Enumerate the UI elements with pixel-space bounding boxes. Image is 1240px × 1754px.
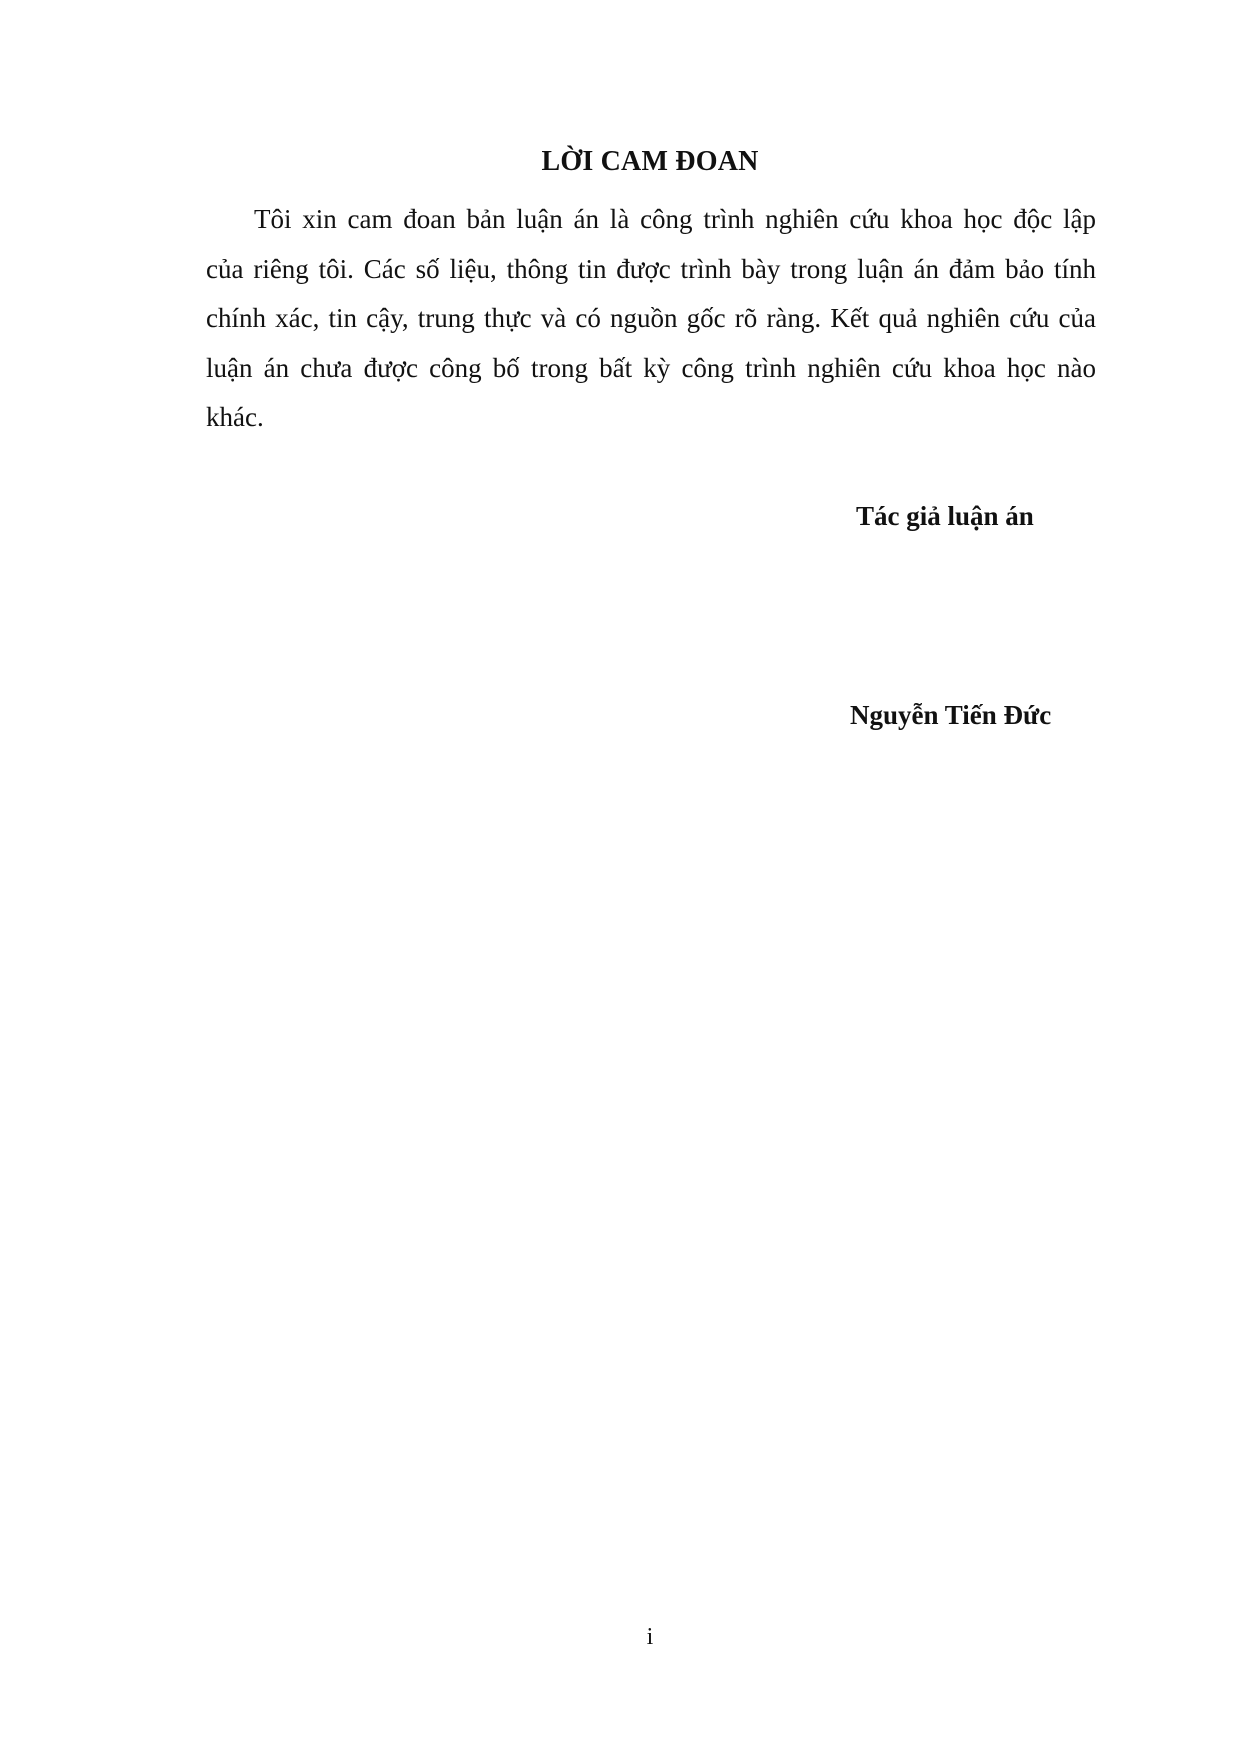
page-number: i bbox=[646, 1624, 654, 1650]
declaration-paragraph: Tôi xin cam đoan bản luận án là công trình nghiên cứu khoa học độc lập của riêng tôi. Các số liệu, thông tin được trình bày trong luận án đảm bảo tính chính xác, tin cậy, trung thực và có nguồn gốc rõ ràng. Kết quả nghiên cứu của luận án chưa được công bố trong bất kỳ công trình nghiên cứu khoa học nào khác. bbox=[206, 204, 1096, 433]
author-name: Nguyễn Tiến Đức bbox=[850, 700, 1052, 730]
page-title: LỜI CAM ĐOAN bbox=[541, 146, 759, 177]
author-label: Tác giả luận án bbox=[856, 501, 1034, 531]
